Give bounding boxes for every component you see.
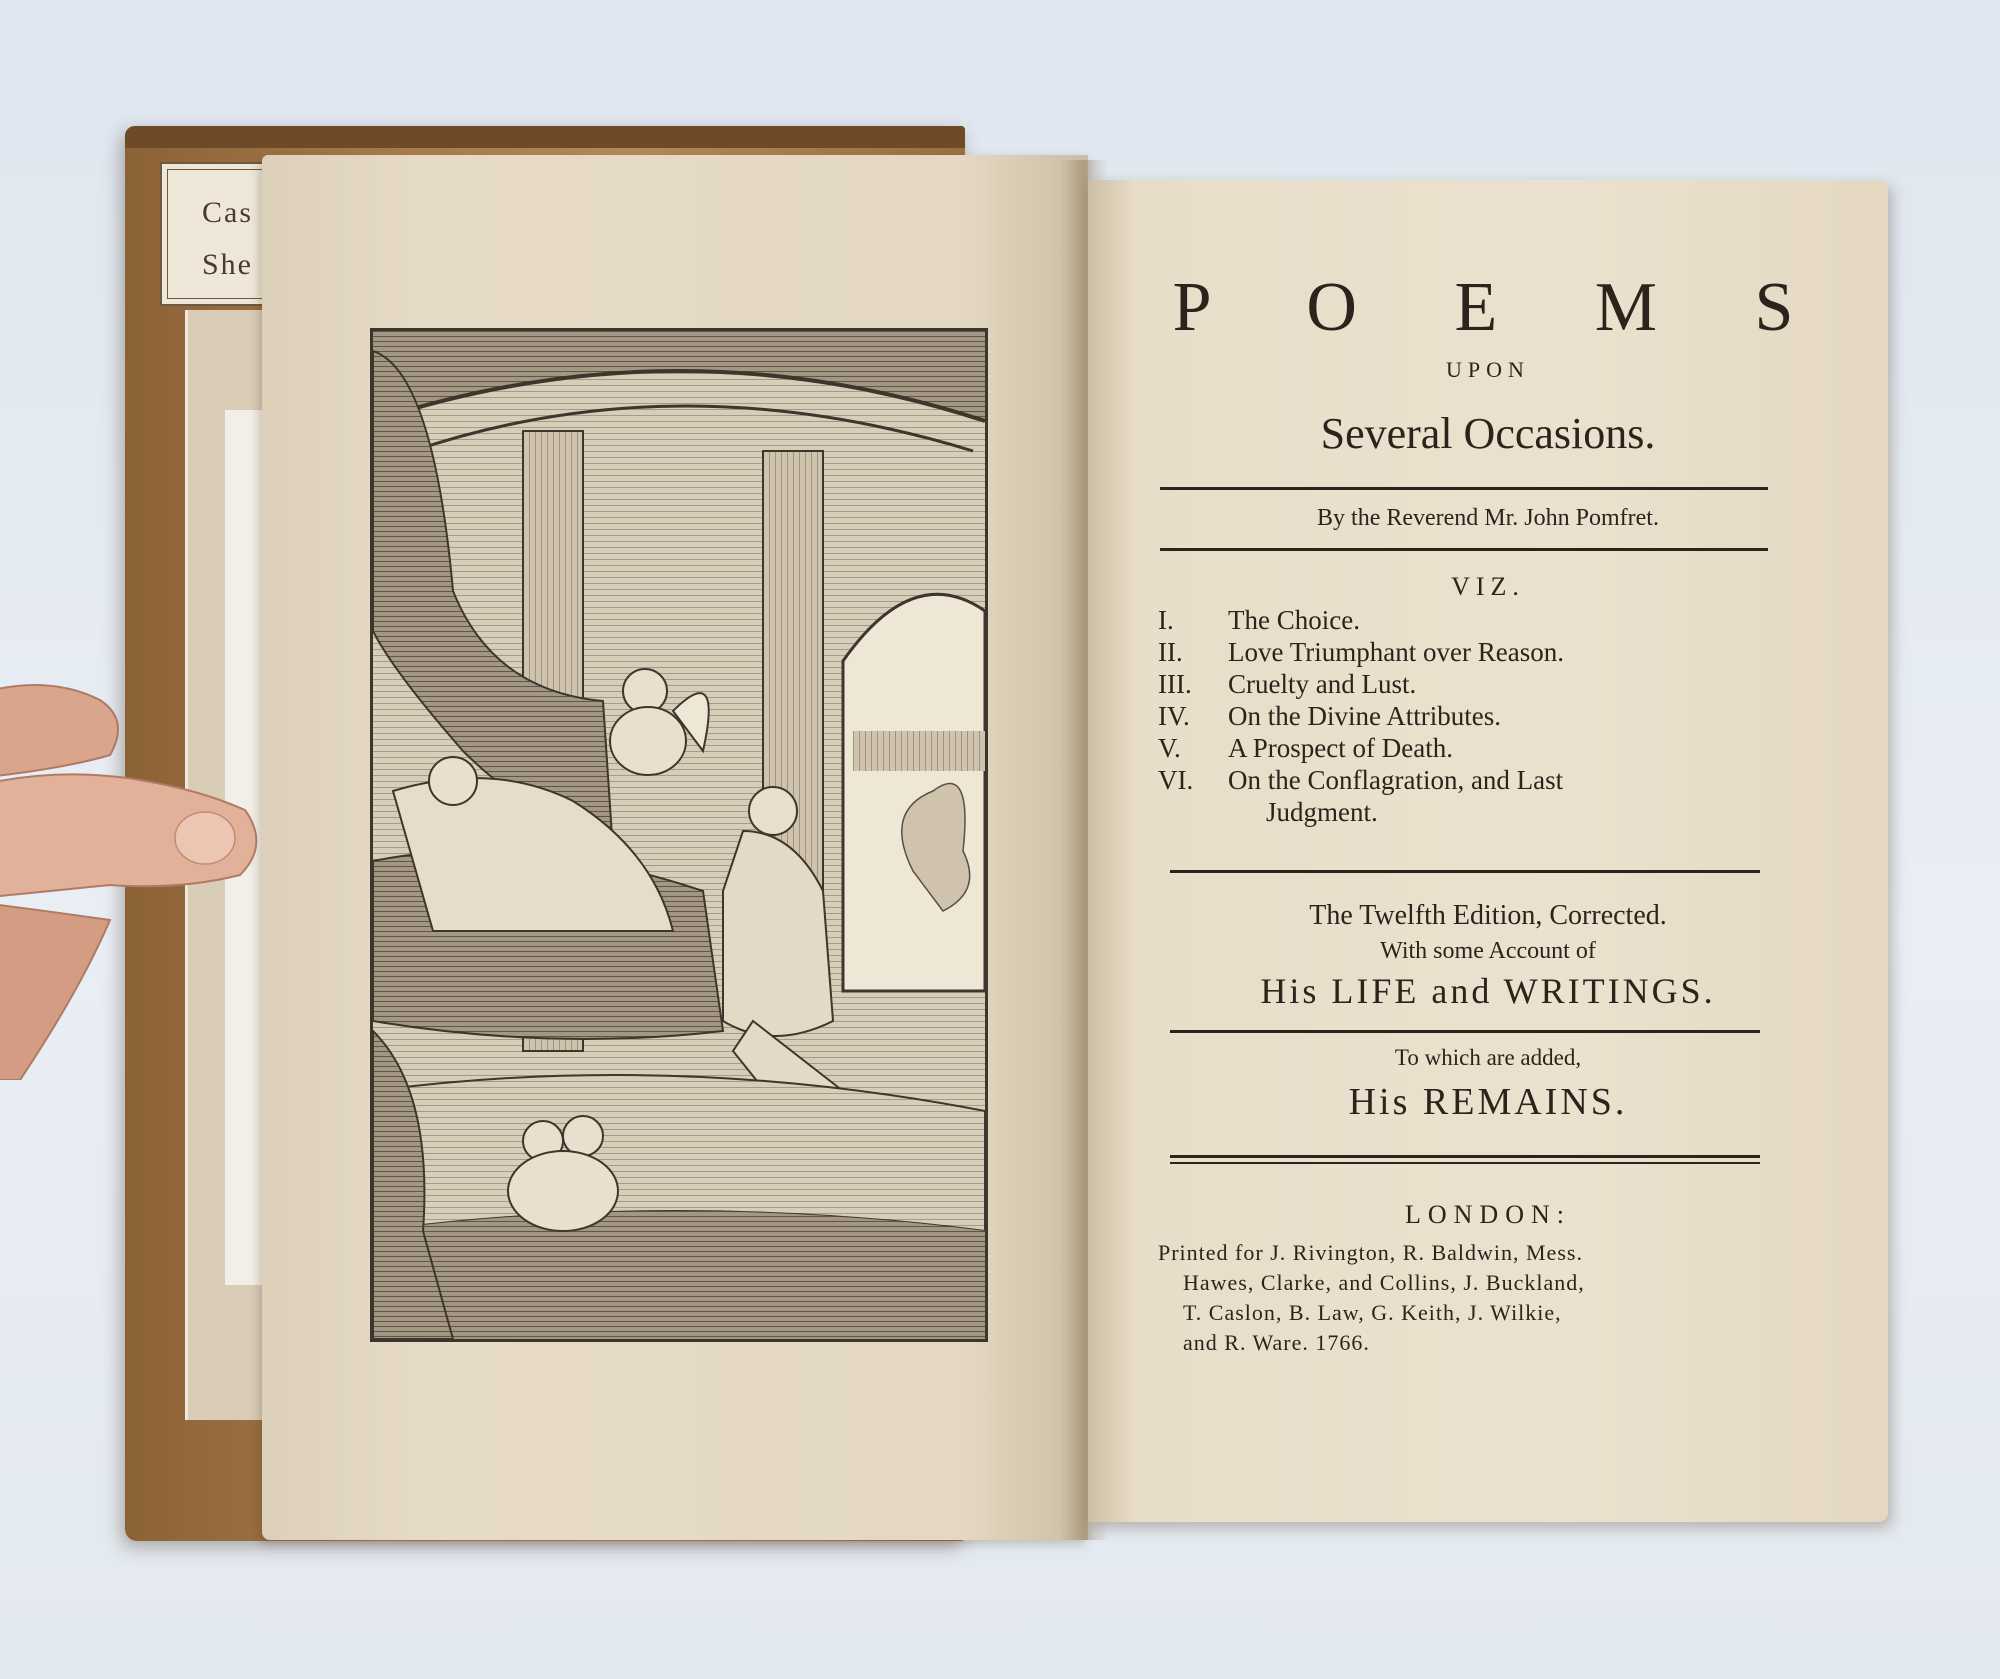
contents-number: IV. bbox=[1158, 701, 1190, 731]
book-subtitle: Several Occasions. bbox=[1320, 409, 1656, 458]
engraving-illustration bbox=[373, 331, 985, 1339]
edition-line: The Twelfth Edition, Corrected. bbox=[1309, 900, 1667, 931]
author-line: By the Reverend Mr. John Pomfret. bbox=[1317, 505, 1659, 531]
contents-continuation: Judgment. bbox=[1266, 797, 1378, 827]
contents-item bbox=[1158, 732, 1778, 764]
account-line: With some Account of bbox=[1380, 938, 1596, 964]
contents-number: III. bbox=[1158, 669, 1192, 699]
title-upon: UPON bbox=[1446, 357, 1530, 382]
contents-title: The Choice. bbox=[1228, 605, 1360, 635]
imprint-line: Printed for J. Rivington, R. Baldwin, Mess. bbox=[1158, 1240, 1583, 1265]
library-label-line-2: She bbox=[202, 248, 253, 281]
viz-heading: VIZ. bbox=[1451, 572, 1525, 601]
contents-item bbox=[1158, 700, 1778, 732]
rule-top bbox=[1160, 487, 1768, 490]
contents-title: Cruelty and Lust. bbox=[1228, 669, 1417, 699]
imprint-line: T. Caslon, B. Law, G. Keith, J. Wilkie, bbox=[1183, 1300, 1562, 1325]
imprint-block bbox=[1158, 1238, 1758, 1358]
contents-number: VI. bbox=[1158, 765, 1194, 795]
imprint-line: and R. Ware. 1766. bbox=[1183, 1330, 1370, 1355]
contents-number: V. bbox=[1158, 733, 1181, 763]
holding-hand bbox=[0, 660, 290, 1080]
life-writings-line: His LIFE and WRITINGS. bbox=[1260, 971, 1716, 1011]
frontispiece-engraving bbox=[370, 328, 988, 1342]
contents-item bbox=[1158, 604, 1778, 636]
imprint-city: LONDON: bbox=[1405, 1200, 1571, 1229]
contents-title: On the Conflagration, and Last bbox=[1228, 765, 1564, 795]
rule-after-author bbox=[1160, 548, 1768, 551]
contents-item bbox=[1158, 668, 1778, 700]
rule-double-top bbox=[1170, 1155, 1760, 1158]
contents-item bbox=[1158, 636, 1778, 668]
library-label-line-1: Cas bbox=[202, 196, 253, 229]
imprint-line: Hawes, Clarke, and Collins, J. Buckland, bbox=[1183, 1270, 1585, 1295]
contents-list bbox=[1158, 604, 1778, 828]
rule-double-bottom bbox=[1170, 1162, 1760, 1164]
added-line: To which are added, bbox=[1394, 1045, 1582, 1070]
contents-number: I. bbox=[1158, 605, 1174, 635]
contents-item bbox=[1158, 764, 1778, 796]
remains-line: His REMAINS. bbox=[1348, 1081, 1628, 1123]
title-page bbox=[1088, 180, 1888, 1522]
contents-title: Love Triumphant over Reason. bbox=[1228, 637, 1564, 667]
rule-after-contents bbox=[1170, 870, 1760, 873]
contents-title: A Prospect of Death. bbox=[1228, 733, 1453, 763]
contents-number: II. bbox=[1158, 637, 1183, 667]
rule-after-life bbox=[1170, 1030, 1760, 1033]
contents-title: On the Divine Attributes. bbox=[1228, 701, 1501, 731]
book-title: P O E M S bbox=[1172, 269, 1834, 346]
